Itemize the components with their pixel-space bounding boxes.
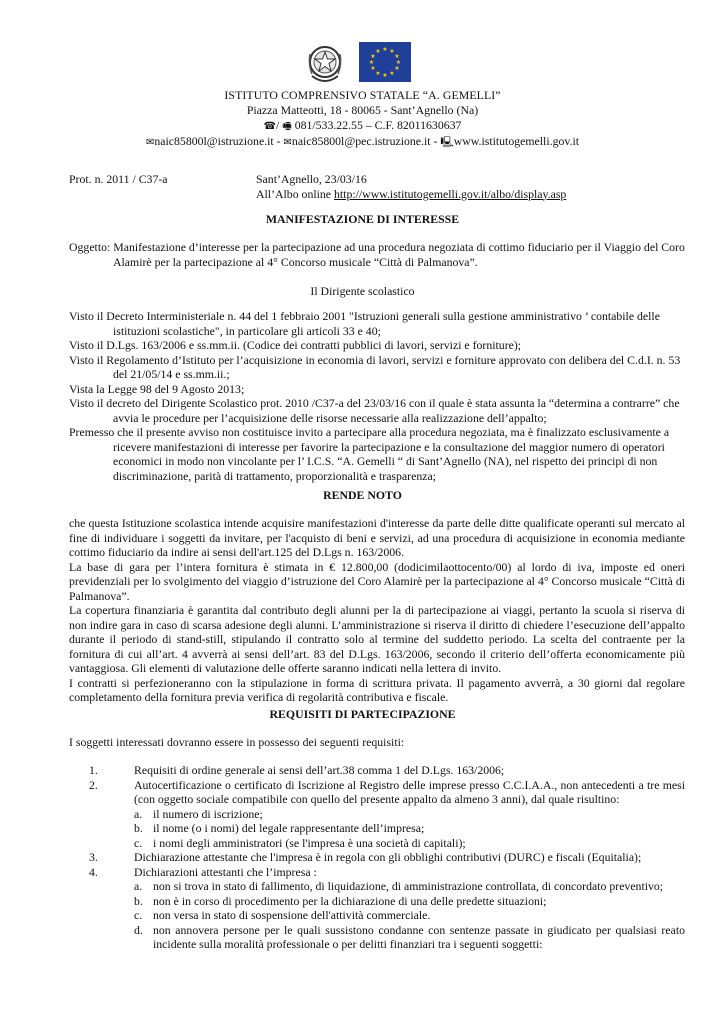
visto-decreto-dirigente: Visto il decreto del Dirigente Scolastico prot. 2010 /C37-a del 23/03/16 con il quale è stata assunta la “determina a contrarre” che avvia le procedure per l’acquisizione delle risorse necessarie alla realizzazione dell’appalto; <box>69 396 680 425</box>
email-icon: ✉ <box>146 137 155 149</box>
school-name: ISTITUTO COMPRENSIVO STATALE “A. GEMELLI” <box>224 88 501 102</box>
place-date: Sant’Agnello, 23/03/16 <box>256 172 367 186</box>
requisito-4c: c. non versa in stato di sospensione dell'attività commerciale. <box>134 908 431 922</box>
svg-text:★: ★ <box>370 53 376 60</box>
requisito-3: 3. Dichiarazione attestante che l'impresa è in regola con gli obblighi contributivi (DURC) e fiscali (Equitalia); <box>89 850 642 864</box>
premesso: Premesso che il presente avviso non costituisce invito a partecipare alla procedura negoziata, ma è finalizzato esclusivamente a ricevere manifestazioni di interesse per favorire la partecipazione e la consultazione del maggior numero di operatori economici in modo non vincolante per l’ I.C.S. “A. Gemelli “ di Sant’Agnello (NA), nel rispetto dei principi di non discriminazione, parità di trattamento, proporzionalità e trasparenza; <box>69 425 670 483</box>
protocol-block <box>69 172 709 201</box>
protocol-number: Prot. n. 2011 / C37-a <box>69 172 168 186</box>
requisito-4d: d. non annovera persone per le quali sussistono condanne con sentenze passate in giudicato per qualsiasi reato incidente sulla moralità professionale o per delitti finanziari tra i seguenti soggetti: <box>134 922 685 951</box>
svg-text:★: ★ <box>370 65 376 72</box>
svg-text:★: ★ <box>394 65 400 72</box>
svg-text:★: ★ <box>382 72 388 79</box>
pec-email-icon: ✉ <box>283 137 292 149</box>
email-pec[interactable]: naic85800l@pec.istruzione.it <box>291 134 431 149</box>
visto-regolamento: Visto il Regolamento d’Istituto per l’acquisizione in economia di lavori, servizi e forniture approvato con delibera del C.d.I. n. 53 del 21/05/14 e ss.mm.ii.; <box>69 352 681 381</box>
school-address: Piazza Matteotti, 18 - 80065 - Sant’Agnello (Na) <box>246 102 479 117</box>
title-rende-noto: RENDE NOTO <box>323 488 402 502</box>
header-logos <box>0 40 725 92</box>
requisiti-intro: I soggetti interessati dovranno essere in possesso dei seguenti requisiti: <box>69 735 405 749</box>
requisito-4a: a. non si trova in stato di fallimento, di liquidazione, di amministrazione controllata, di concordato preventivo; <box>134 879 664 893</box>
phone-icon: ☎ <box>263 120 277 132</box>
albo-url-link[interactable]: http://www.istitutogemelli.gov.it/albo/display.asp <box>334 186 567 201</box>
rende-para-3: La copertura finanziaria è garantita dal contributo degli alunni per la di partecipazione ai viaggi, pertanto la scuola si riserva di non indire gara in caso di scarsa adesione degli alunni. L’amministrazione si riserva il diritto di chiedere l’esecuzione dell’appalto durante il periodo di stand-still, stipulando il contratto solo al termine del suddetto periodo. La scelta del contraente per la fornitura di cui all’art. 4 avverrà ai sensi dell’art. 83 del D.Lgs. 163/2006, secondo il criterio dell’offerta economicamente più vantaggiosa. Gli elementi di valutazione delle offerte saranno indicati nella lettera di invito. <box>69 603 685 675</box>
fax-icon: 🖷 <box>282 120 292 132</box>
requisito-2c: c. i nomi degli amministratori (se l'impresa è una società di capitali); <box>134 835 466 850</box>
vista-legge-98: Vista la Legge 98 del 9 Agosto 2013; <box>69 381 245 396</box>
oggetto-block <box>69 240 685 269</box>
italian-republic-emblem-icon <box>306 42 344 86</box>
albo-label: All’Albo online <box>256 186 332 201</box>
svg-text:★: ★ <box>375 48 381 55</box>
visti-block <box>69 309 685 483</box>
requisiti-list <box>69 763 685 952</box>
svg-text:★: ★ <box>394 53 400 60</box>
phone-line: ☎/ 🖷 081/533.22.55 – C.F. 82011630637 <box>263 117 462 132</box>
email-istruzione[interactable]: naic85800l@istruzione.it <box>154 134 274 149</box>
title-manifestazione: MANIFESTAZIONE DI INTERESSE <box>265 212 460 226</box>
phone-fiscal-code: 081/533.22.55 – C.F. 82011630637 <box>294 117 462 132</box>
oggetto-text: Oggetto: Manifestazione d’interesse per la partecipazione ad una procedura negoziata di cottimo fiduciario per il Viaggio del Coro Alamirè per la partecipazione al 4° Concorso musicale “Città di Palmanova”. <box>69 240 685 269</box>
computer-icon: 🖳 <box>440 137 454 149</box>
svg-text:★: ★ <box>389 48 395 55</box>
visto-decreto-44: Visto il Decreto Interministeriale n. 44 del 1 febbraio 2001 "Istruzioni generali sulla gestione amministrativo ’ contabile delle istituzioni scolastiche", in particolare gli articoli 33 e 40; <box>69 309 660 338</box>
visto-dlgs-163: Visto il D.Lgs. 163/2006 e ss.mm.ii. (Codice dei contratti pubblici di lavori, servizi e forniture); <box>69 338 522 352</box>
contact-line: ✉naic85800l@istruzione.it - ✉naic85800l@pec.istruzione.it - 🖳www.istitutogemelli.gov.it <box>146 134 579 149</box>
requisito-2: 2. Autocertificazione o certificato di Iscrizione al Registro delle imprese presso C.C.I.A.A., non antecedenti a tre mesi (con oggetto sociale compatibile con quello del presente appalto da almeno 3 anni), dal quale risultino: <box>89 777 685 806</box>
title-requisiti: REQUISITI DI PARTECIPAZIONE <box>269 707 456 721</box>
rende-para-2: La base di gara per l’intera fornitura è stimata in € 12.800,00 (dodicimilaottocento/00) al lordo di iva, imposte ed oneri previdenziali per lo svolgimento del viaggio d’istruzione del Coro Alamirè per la partecipazione al 4° Concorso musicale “Città di Palmanova”. <box>69 559 685 603</box>
rende-para-4: I contratti si perfezioneranno con la stipulazione in forma di scrittura privata. Il pagamento avverrà, a 30 giorni dal regolare completamento della fornitura previa verifica di regolarità contributiva e fiscale. <box>69 675 685 704</box>
requisito-4b: b. non è in corso di procedimento per la dichiarazione di una delle predette situazioni; <box>134 893 547 908</box>
svg-text:★: ★ <box>368 59 375 66</box>
requisito-2b: b. il nome (o i nomi) del legale rappresentante dell’impresa; <box>134 821 425 835</box>
rende-noto-block <box>69 516 685 705</box>
svg-text:★: ★ <box>389 70 395 77</box>
requisito-4: 4. Dichiarazioni attestanti che l’impresa : <box>89 864 317 879</box>
school-header <box>0 88 725 151</box>
website-link[interactable]: www.istitutogemelli.gov.it <box>453 134 579 149</box>
eu-flag-icon <box>359 42 411 82</box>
svg-text:★: ★ <box>382 46 388 53</box>
dirigente-heading: Il Dirigente scolastico <box>310 284 415 298</box>
requisito-2a: a. il numero di iscrizione; <box>134 806 263 821</box>
requisito-1: 1. Requisiti di ordine generale ai sensi dell’art.38 comma 1 del D.Lgs. 163/2006; <box>89 763 505 777</box>
rende-para-1: che questa Istituzione scolastica intende acquisire manifestazioni d'interesse da parte delle ditte qualificate operanti sul mercato al fine di individuare i soggetti da invitare, per l'acquisto di beni e servizi, ad una procedura di acquisizione in economia mediante cottimo fiduciario da indire ai sensi dell'art.125 del D.Lgs n. 163/2006. <box>69 516 685 559</box>
svg-text:★: ★ <box>395 59 402 66</box>
svg-text:★: ★ <box>375 70 381 77</box>
